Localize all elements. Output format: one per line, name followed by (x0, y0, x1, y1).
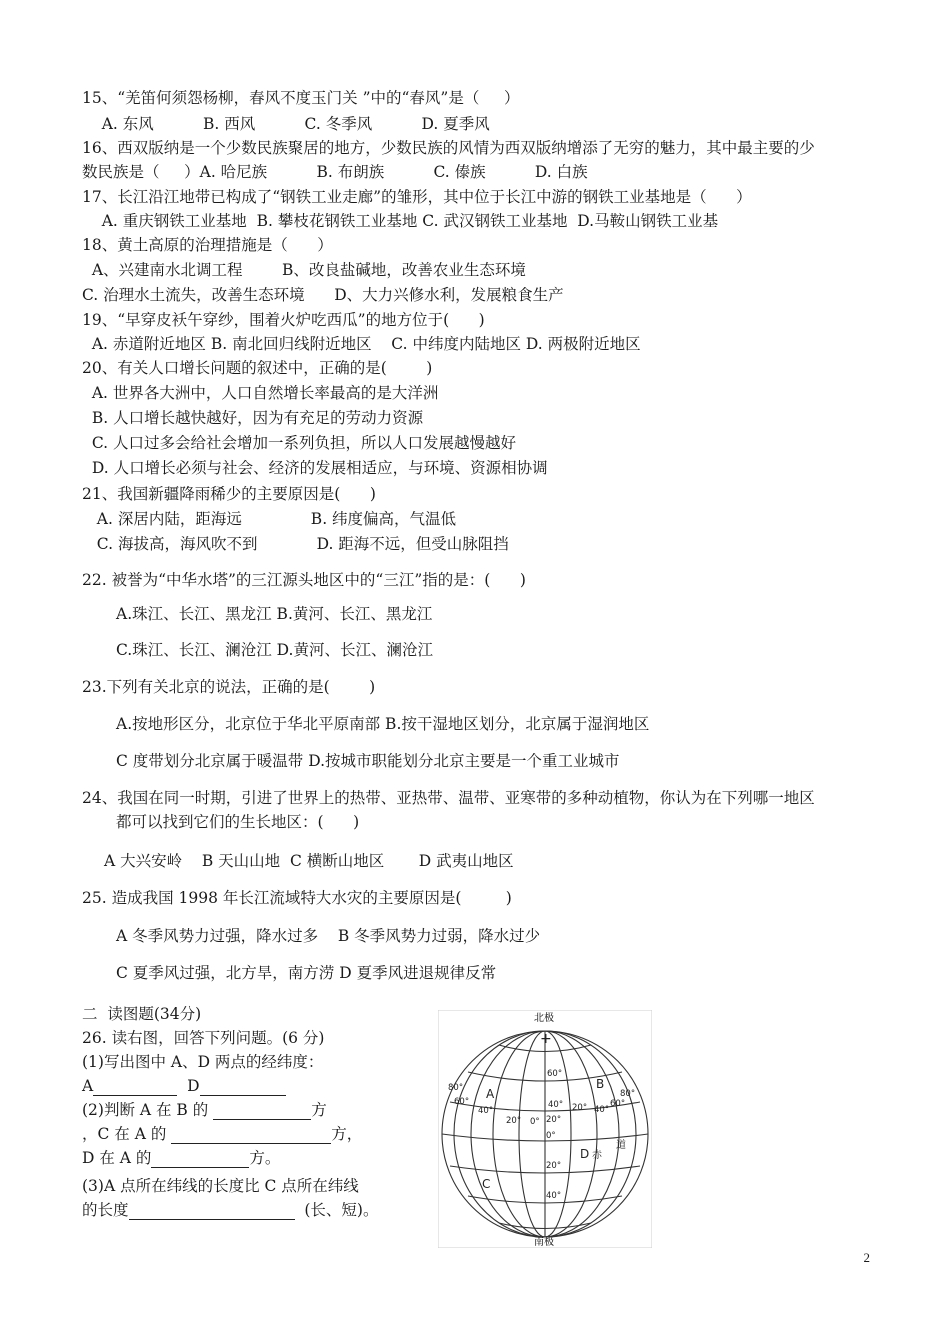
question-line: 20、有关人口增长问题的叙述中，正确的是( ) (82, 359, 433, 377)
question-line: 23.下列有关北京的说法，正确的是( ) (82, 678, 376, 696)
question-26-part2-line2: ，C 在 A 的 方， (82, 1125, 363, 1143)
question-26-part1: (1)写出图中 A、D 两点的经纬度： (82, 1053, 324, 1071)
lat-label: 0° (546, 1131, 556, 1141)
question-line: A、兴建南水北调工程 B、改良盐碱地，改善农业生态环境 (82, 261, 526, 279)
question-26-title: 26. 读右图，回答下列问题。(6 分) (82, 1029, 325, 1047)
question-line: C 夏季风过强，北方旱，南方涝 D 夏季风进退规律反常 (116, 964, 497, 982)
question-26-part2-line3: D 在 A 的 方。 (82, 1149, 281, 1167)
lat-label: 40° (548, 1100, 564, 1110)
lon-label: 40° (594, 1105, 610, 1115)
question-line: 数民族是（ ）A. 哈尼族 B. 布朗族 C. 傣族 D. 白族 (82, 163, 588, 181)
north-pole-label: 北极 (534, 1013, 554, 1024)
question-line: 18、黄土高原的治理措施是（ ） (82, 236, 333, 254)
question-26-part3-line2: 的长度 (长、短)。 (82, 1201, 379, 1219)
question-line: C. 人口过多会给社会增加一系列负担，所以人口发展越慢越好 (82, 434, 517, 452)
question-line: A. 世界各大洲中，人口自然增长率最高的是大洋洲 (82, 384, 439, 402)
answer-blank-d[interactable] (200, 1079, 286, 1096)
lat-label: 60° (547, 1069, 563, 1079)
south-pole-label: 南极 (534, 1237, 554, 1248)
question-line: C. 海拔高，海风吹不到 D. 距海不远，但受山脉阻挡 (82, 535, 509, 553)
point-c: C (482, 1177, 491, 1191)
answer-blank-length[interactable] (129, 1203, 295, 1220)
question-line: C. 治理水土流失，改善生态环境 D、大力兴修水利，发展粮食生产 (82, 286, 564, 304)
question-line: 22. 被誉为“中华水塔”的三江源头地区中的“三江”指的是：( ) (82, 571, 526, 589)
answer-blank-d-a[interactable] (151, 1151, 249, 1168)
answer-blank-a-b[interactable] (213, 1103, 311, 1120)
question-26-part1-answers (82, 1076, 286, 1096)
question-line: D. 人口增长必须与社会、经济的发展相适应，与环境、资源相协调 (82, 459, 548, 477)
question-line: C.珠江、长江、澜沧江 D.黄河、长江、澜沧江 (116, 641, 433, 659)
question-line: 17、长江沿江地带已构成了“钢铁工业走廊”的雏形，其中位于长江中游的钢铁工业基地是（ ） (82, 188, 752, 206)
lat-label: 40° (546, 1191, 562, 1201)
equator-label-2: 道 (616, 1140, 626, 1151)
lat-label: 20° (546, 1115, 562, 1125)
question-line: A. 东风 B. 西风 C. 冬季风 D. 夏季风 (82, 115, 490, 133)
globe-svg (438, 1010, 652, 1248)
question-line: B. 人口增长越快越好，因为有充足的劳动力资源 (82, 409, 424, 427)
north-pole-mark: + (540, 1031, 552, 1047)
question-line: A 冬季风势力过强，降水过多 B 冬季风势力过弱，降水过少 (116, 927, 541, 945)
question-line: A. 赤道附近地区 B. 南北回归线附近地区 C. 中纬度内陆地区 D. 两极附近地区 (82, 335, 641, 353)
equator-label-1: 赤 (592, 1150, 602, 1161)
question-line: 16、西双版纳是一个少数民族聚居的地方，少数民族的风情为西双版纳增添了无穷的魅力，其中最主要的少 (82, 139, 815, 157)
globe-figure (438, 1010, 652, 1248)
question-line: 都可以找到它们的生长地区：( ) (116, 813, 360, 831)
point-b: B (596, 1077, 605, 1091)
question-line: A. 重庆钢铁工业基地 B. 攀枝花钢铁工业基地 C. 武汉钢铁工业基地 D.马鞍山钢铁工业基 (82, 212, 719, 230)
question-line: 24、我国在同一时期，引进了世界上的热带、亚热带、温带、亚寒带的多种动植物，你认为在下列哪一地区 (82, 789, 815, 807)
lon-label: 20° (572, 1103, 588, 1113)
lat-label: 60° (454, 1097, 470, 1107)
section-title: 二 读图题(34分) (82, 1005, 202, 1023)
question-26-part3-line1: (3)A 点所在纬线的长度比 C 点所在纬线 (82, 1177, 359, 1195)
question-line: 21、我国新疆降雨稀少的主要原因是( ) (82, 485, 376, 503)
page-number: 2 (863, 1250, 870, 1265)
question-line: A.按地形区分，北京位于华北平原南部 B.按干湿地区划分，北京属于湿润地区 (116, 715, 650, 733)
question-line: C 度带划分北京属于暖温带 D.按城市职能划分北京主要是一个重工业城市 (116, 752, 620, 770)
question-line: 15、“羌笛何须怨杨柳，春风不度玉门关 ”中的“春风”是（ ） (82, 89, 520, 107)
label-d: D (187, 1077, 200, 1095)
answer-blank-c-a[interactable] (171, 1127, 331, 1144)
point-d: D (580, 1147, 590, 1161)
lon-label: 80° (620, 1089, 636, 1099)
lon-label: 60° (610, 1099, 626, 1109)
label-a: A (82, 1077, 94, 1095)
point-a: A (486, 1087, 495, 1101)
lon-label: 20° (506, 1116, 522, 1126)
question-26-part2-line1: (2)判断 A 在 B 的 方 (82, 1101, 327, 1119)
lon-label: 0° (530, 1117, 540, 1127)
question-line: A.珠江、长江、黑龙江 B.黄河、长江、黑龙江 (116, 605, 433, 623)
question-line: 25. 造成我国 1998 年长江流域特大水灾的主要原因是( ) (82, 889, 512, 907)
question-line: 19、“早穿皮袄午穿纱，围着火炉吃西瓜”的地方位于( ) (82, 311, 485, 329)
question-line: A 大兴安岭 B 天山山地 C 横断山地区 D 武夷山地区 (104, 852, 514, 870)
lat-label: 20° (546, 1161, 562, 1171)
lat-label: 80° (448, 1083, 464, 1093)
question-line: A. 深居内陆，距海远 B. 纬度偏高，气温低 (82, 510, 457, 528)
lon-label: 40° (478, 1106, 494, 1116)
answer-blank-a[interactable] (93, 1079, 177, 1096)
